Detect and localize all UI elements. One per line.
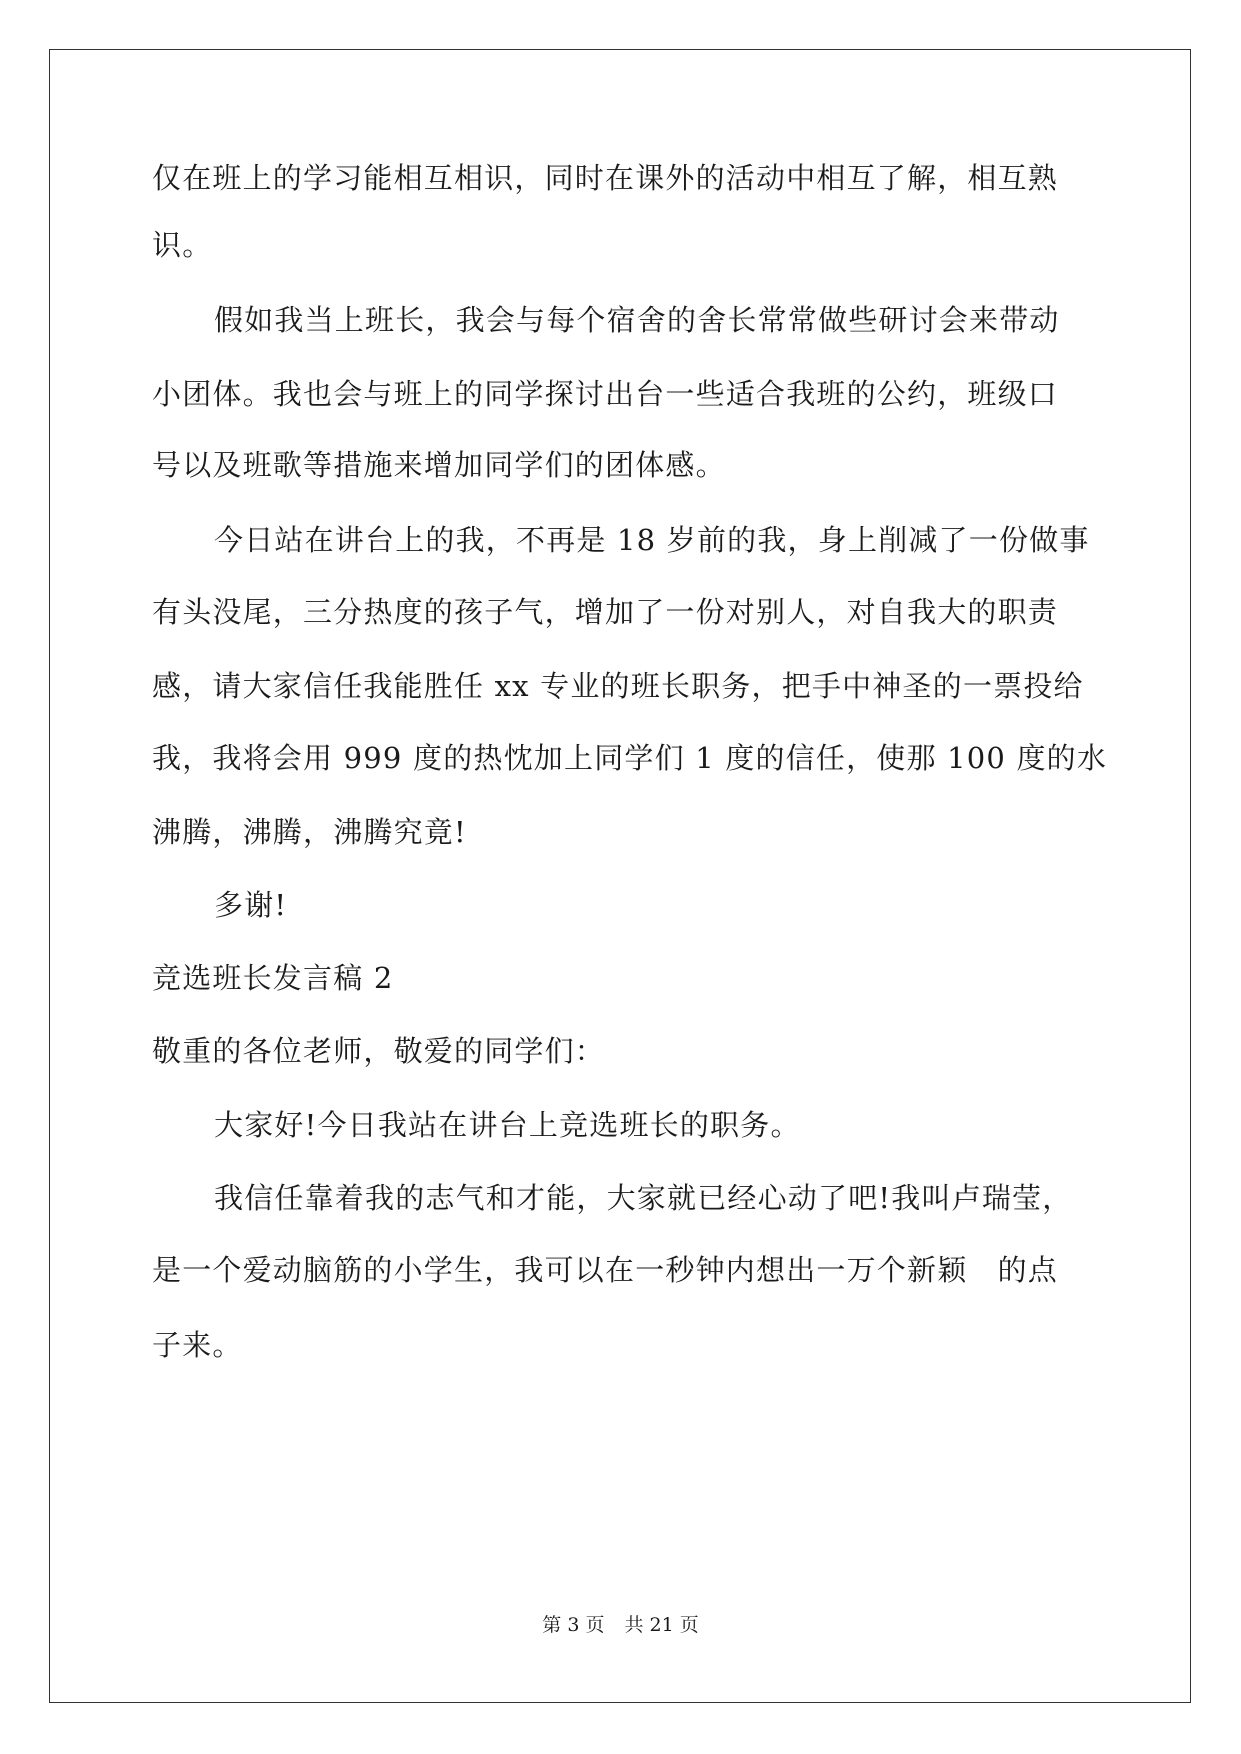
text-line: 识。: [152, 228, 213, 262]
text-line: 我，我将会用 999 度的热忱加上同学们 1 度的信任，使那 100 度的水: [152, 741, 1108, 775]
text-line: 假如我当上班长，我会与每个宿舍的舍长常常做些研讨会来带动: [214, 303, 1060, 337]
page-border: [49, 49, 1191, 1703]
text-line: 今日站在讲台上的我，不再是 18 岁前的我，身上削减了一份做事: [214, 523, 1090, 557]
text-line: 多谢!: [214, 888, 288, 922]
text-line: 沸腾，沸腾，沸腾究竟!: [152, 815, 467, 849]
text-line: 大家好!今日我站在讲台上竞选班长的职务。: [214, 1108, 801, 1142]
page-number: 第 3 页: [542, 1614, 605, 1636]
text-line: 仅在班上的学习能相互相识，同时在课外的活动中相互了解，相互熟: [152, 161, 1059, 195]
text-line: 有头没尾，三分热度的孩子气，增加了一份对别人，对自我大的职责: [152, 595, 1059, 629]
text-line: 我信任靠着我的志气和才能，大家就已经心动了吧!我叫卢瑞莹，: [214, 1181, 1073, 1215]
section-heading: 竞选班长发言稿 2: [152, 961, 394, 995]
page-footer: [0, 1612, 1241, 1638]
text-line: 子来。: [152, 1328, 243, 1362]
salutation: 敬重的各位老师，敬爱的同学们：: [152, 1034, 606, 1068]
total-pages: 共 21 页: [624, 1614, 699, 1636]
text-line: 小团体。我也会与班上的同学探讨出台一些适合我班的公约，班级口: [152, 377, 1059, 411]
text-line: 是一个爱动脑筋的小学生，我可以在一秒钟内想出一万个新颖 的点: [152, 1253, 1059, 1287]
text-line: 号以及班歌等措施来增加同学们的团体感。: [152, 448, 726, 482]
text-line: 感，请大家信任我能胜任 xx 专业的班长职务，把手中神圣的一票投给: [152, 669, 1084, 703]
